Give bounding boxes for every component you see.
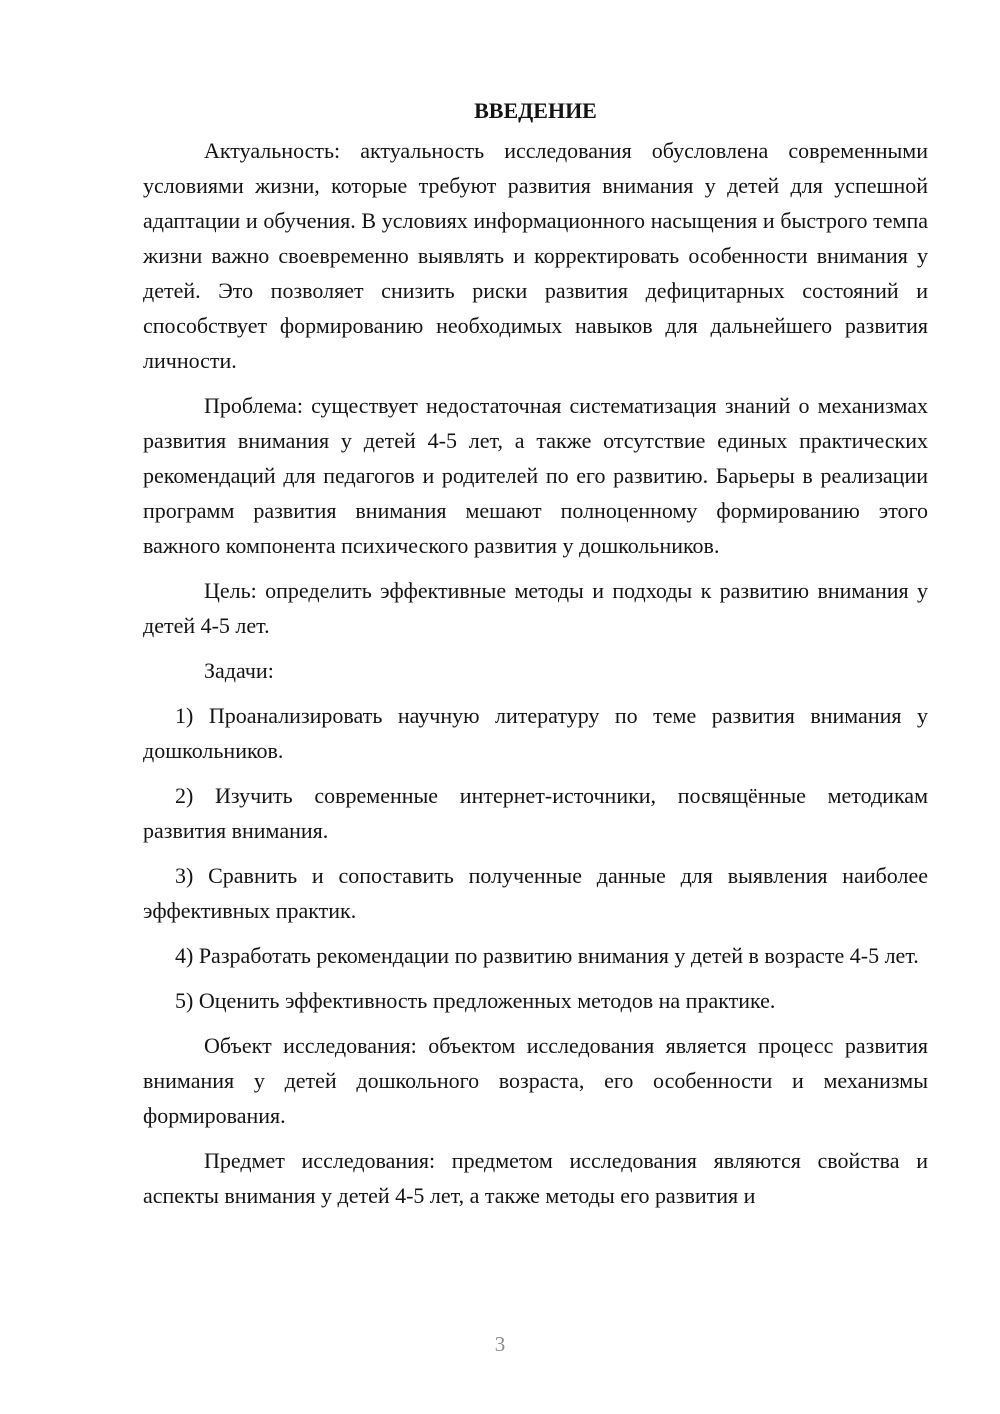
paragraph-problem: Проблема: существует недостаточная систематизация знаний о механизмах развития внимания у детей 4-5 лет, а также отсутствие единых практических рекомендаций для педагогов и родителей по его развитию. Барьеры в реализации программ развития внимания мешают полноценному формированию этого важного компонента психического развития у дошкольников. (143, 393, 928, 558)
task-item-3: 3) Сравнить и сопоставить полученные данные для выявления наиболее эффективных практик. (143, 863, 928, 923)
task-item-1: 1) Проанализировать научную литературу по теме развития внимания у дошкольников. (143, 703, 928, 763)
paragraph-object: Объект исследования: объектом исследования является процесс развития внимания у детей дошкольного возраста, его особенности и механизмы формирования. (143, 1033, 928, 1128)
task-item-5: 5) Оценить эффективность предложенных методов на практике. (175, 988, 776, 1013)
page-number: 3 (494, 1332, 506, 1356)
document-page (143, 93, 928, 1213)
section-title: ВВЕДЕНИЕ (474, 98, 597, 123)
paragraph-goal: Цель: определить эффективные методы и подходы к развитию внимания у детей 4-5 лет. (143, 578, 928, 638)
paragraph-subject: Предмет исследования: предметом исследования являются свойства и аспекты внимания у детей 4-5 лет, а также методы его развития и (143, 1148, 928, 1208)
task-item-4: 4) Разработать рекомендации по развитию внимания у детей в возрасте 4-5 лет. (175, 943, 919, 968)
paragraph-relevance: Актуальность: актуальность исследования обусловлена современными условиями жизни, которые требуют развития внимания у детей для успешной адаптации и обучения. В условиях информационного насыщения и быстрого темпа жизни важно своевременно выявлять и корректировать особенности внимания у детей. Это позволяет снизить риски развития дефицитарных состояний и способствует формированию необходимых навыков для дальнейшего развития личности. (143, 138, 928, 373)
tasks-heading: Задачи: (204, 658, 274, 683)
task-item-2: 2) Изучить современные интернет-источники, посвящённые методикам развития внимания. (143, 783, 928, 843)
